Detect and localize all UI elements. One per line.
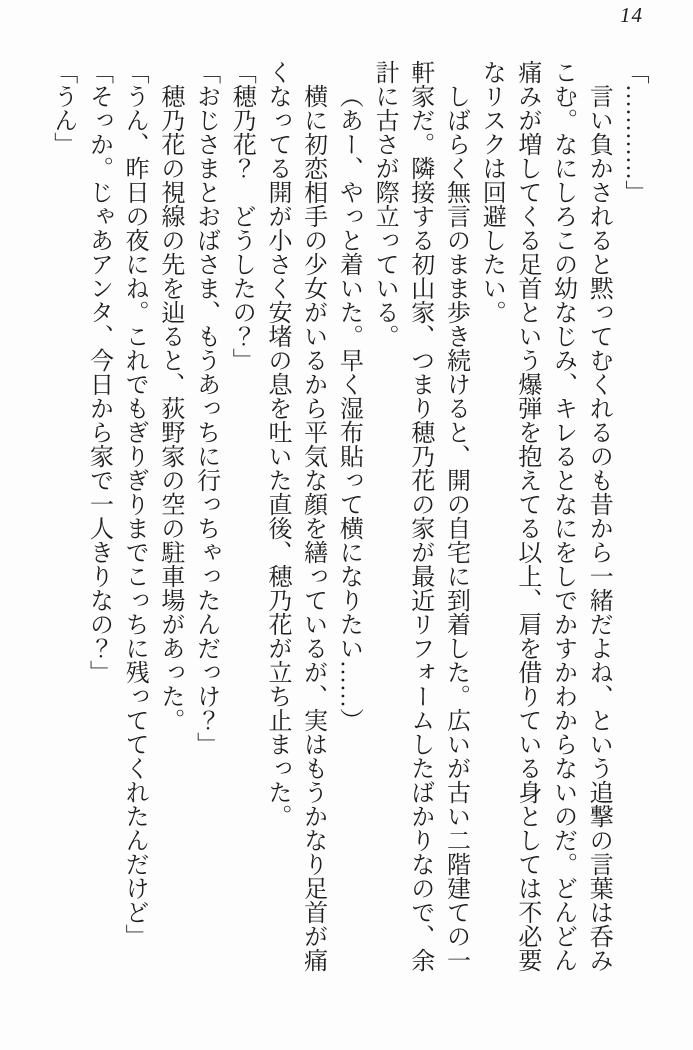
paragraph: 穂乃花の視線の先を辿ると、荻野家の空の駐車場があった。 — [156, 84, 183, 732]
paragraph: しばらく無言のまま歩き続けると、開の自宅に到着した。広いが古い二階建ての一軒家だ。隣接する初山家、つまり穂乃花の家が最近リフォームしたばかりなので、余計に古さが際立っている。 — [371, 60, 469, 972]
paragraph: 言い負かされると黙ってむくれるのも昔から一緒だよね、という追撃の言葉は呑みこむ。なにしろこの幼なじみ、キレるとなにをしでかすかわからないのだ。どんどん痛みが増してくる足首という爆弾を抱えてる以上、肩を借りている身としては不必要なリスクは回避したい。 — [478, 60, 612, 972]
paragraph: 「…………」 — [621, 60, 647, 204]
paragraph: （あー、やっと着いた。早く湿布貼って横になりたい……） — [335, 84, 362, 732]
paragraph: 横に初恋相手の少女がいるから平気な顔を繕っているが、実はもうかなり足首が痛くなってる開が小さく安堵の息を吐いた直後、穂乃花が立ち止まった。 — [263, 60, 326, 972]
paragraph: 「うん、昨日の夜にね。これでもぎりぎりまでこっちに残っててくれたんだけど」 — [121, 60, 148, 948]
paragraph: 「そっか。じゃあアンタ、今日から家で一人きりなの？」 — [85, 60, 112, 684]
page-text — [43, 60, 651, 976]
paragraph: 「おじさまとおばさま、もうあっちに行っちゃったんだっけ？」 — [192, 60, 219, 756]
page-number: 14 — [620, 3, 643, 27]
paragraph: 「穂乃花？ どうしたの？」 — [228, 60, 255, 372]
paragraph: 「うん」 — [49, 60, 76, 156]
